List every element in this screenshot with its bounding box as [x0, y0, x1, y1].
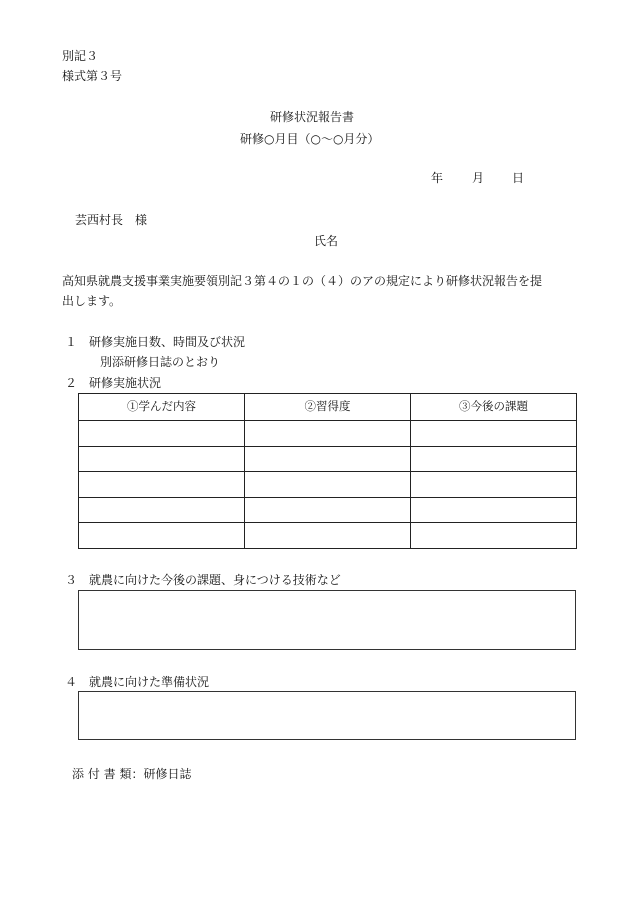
table-row [79, 497, 577, 523]
document-subtitle: 研修○月目（○～○月分） [240, 132, 380, 146]
section-3-heading: ３ 就農に向けた今後の課題、身につける技術など [65, 573, 341, 587]
table-cell-future-issues[interactable] [411, 497, 577, 523]
body-text-line-2: 出します。 [62, 294, 122, 308]
table-cell-learned-content[interactable] [79, 497, 245, 523]
table-cell-learned-content[interactable] [79, 446, 245, 472]
date-year-label: 年 [431, 171, 444, 185]
date-month-label: 月 [472, 171, 485, 185]
section-4-heading: ４ 就農に向けた準備状況 [65, 675, 210, 689]
table-row [79, 446, 577, 472]
table-cell-proficiency[interactable] [245, 523, 411, 549]
table-row [79, 421, 577, 447]
section-3-textbox[interactable] [78, 590, 576, 650]
table-cell-future-issues[interactable] [411, 523, 577, 549]
table-header-row [79, 394, 577, 421]
column-header-future-issues: ③今後の課題 [411, 394, 577, 421]
form-number-label: 様式第３号 [62, 69, 123, 83]
training-status-table [78, 393, 577, 549]
table-cell-learned-content[interactable] [79, 523, 245, 549]
table-cell-future-issues[interactable] [411, 421, 577, 447]
addressee: 芸西村長 様 [75, 213, 148, 227]
table-cell-learned-content[interactable] [79, 421, 245, 447]
section-1-heading: １ 研修実施日数、時間及び状況 [65, 335, 246, 349]
table-cell-future-issues[interactable] [411, 472, 577, 498]
signature-name-label: 氏名 [314, 234, 339, 248]
column-header-proficiency: ②習得度 [245, 394, 411, 421]
document-title: 研修状況報告書 [270, 110, 355, 124]
table-cell-proficiency[interactable] [245, 421, 411, 447]
body-text-line-1: 高知県就農支援事業実施要領別記３第４の１の（４）のアの規定により研修状況報告を提 [62, 274, 543, 288]
attachments-value: 研修日誌 [143, 767, 192, 781]
table-row [79, 472, 577, 498]
table-cell-proficiency[interactable] [245, 446, 411, 472]
form-annex-label: 別記３ [62, 49, 99, 63]
attachments-label: 添 付 書 類： [72, 767, 144, 781]
table-cell-future-issues[interactable] [411, 446, 577, 472]
section-4-textbox[interactable] [78, 691, 576, 740]
table-cell-proficiency[interactable] [245, 497, 411, 523]
attachments-line [72, 768, 191, 780]
table-cell-learned-content[interactable] [79, 472, 245, 498]
date-day-label: 日 [512, 171, 525, 185]
table-row [79, 523, 577, 549]
table-cell-proficiency[interactable] [245, 472, 411, 498]
column-header-learned-content: ①学んだ内容 [79, 394, 245, 421]
section-1-note: 別添研修日誌のとおり [100, 355, 221, 369]
section-2-heading: ２ 研修実施状況 [65, 376, 162, 390]
